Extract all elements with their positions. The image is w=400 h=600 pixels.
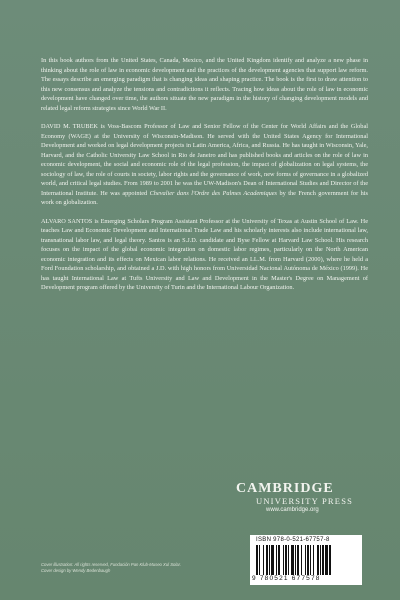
barcode-area	[250, 535, 362, 585]
description-text	[41, 56, 368, 302]
barcode-bar	[271, 545, 274, 575]
trubek-bio-end: by the French government for his work on globalization.	[41, 189, 368, 206]
isbn-label: ISBN 978-0-521-67757-8	[256, 537, 330, 543]
intro-paragraph: In this book authors from the United States, Canada, Mexico, and the United Kingdom identify and analyze a new phase in thinking about the role of law in economic development and the practices of the development agencies that support law reform. The essays describe an emerging paradigm that is changing ideas and shaping practice. The book is the first to draw attention to this new consensus and analyze the tensions and contradictions it reflects. Tracing how ideas about the role of law in economic development have changed over time, the authors situate the new paradigm in the history of changing development models and related legal reform strategies since World War II.	[41, 57, 368, 112]
barcode-bar	[269, 545, 270, 575]
barcode-bar	[259, 545, 260, 575]
barcode-bar	[266, 545, 268, 575]
award-title: Chevalier dans l'Ordre des Palmes Academiques	[149, 189, 278, 197]
barcode-bar	[278, 545, 280, 575]
barcode-bar	[320, 545, 321, 575]
author-bio-santos: ALVARO SANTOS is Emerging Scholars Program Assistant Professor at the University of Texas at Austin School of Law. He teaches Law and Economic Development and International Trade Law and his scholarly interests also include international law, transnational labor law, and legal theory. Santos is an S.J.D. candidate and Byse Fellow at Harvard Law School. His research focuses on the impact of the global economic integration on domestic labor regimes, particularly on the North American economic integration and its effects on Mexican labor relations. He received an LL.M. from Harvard (2000), where he held a Ford Foundation scholarship, and obtained a J.D. with high honors from Universidad Nacional Autónoma de México (1999). He has taught International Law at Tufts University and Law and Development in the Master's Degree on Management of Development program offered by the University of Turin and the International Labour Organization.	[41, 217, 368, 291]
cover-credits	[41, 562, 231, 574]
barcode-bar	[276, 545, 277, 575]
publisher-subtitle: UNIVERSITY PRESS	[256, 496, 354, 506]
barcode-bar	[256, 545, 258, 575]
barcode-bar	[322, 545, 324, 575]
barcode-bar	[285, 545, 287, 575]
barcode-bar	[288, 545, 289, 575]
trubek-bio-text: DAVID M. TRUBEK is Voss-Bascom Professor of Law and Senior Fellow of the Center for World Affairs and the Global Economy (WAGE) at the University of Wisconsin-Madison. He served with the United States Agency for International Development and worked on legal development projects in Latin America, Africa, and Russia. He has taught in Wisconsin, Yale, Harvard, and the Catholic University Law School in Rio de Janeiro and has published books and articles on the role of law in economic development, the social and economic role of the legal profession, the impact of globalization on legal systems, the sociology of law, the role of courts in society, labor rights and the governance of work, new forms of governance in a globalized world, and critical legal studies. From 1989 to 2001 he was the UW-Madison's Dean of International Studies and Director of the International Institute. He was appointed	[41, 123, 368, 197]
barcode-bar	[295, 545, 296, 575]
barcode-bar	[313, 545, 314, 575]
barcode-bar	[329, 545, 331, 575]
barcode-bar	[291, 545, 294, 575]
credit-illustration: Cover illustration: All rights reserved, Fundación Pan Klub-Museo Xul Solar.	[41, 562, 182, 567]
author-bio-trubek	[41, 122, 368, 208]
barcode-bar	[317, 545, 319, 575]
barcode-bar	[301, 545, 302, 575]
barcode-icon	[256, 545, 356, 575]
barcode-bar	[305, 545, 306, 575]
credit-design: Cover design by Wendy Bedenbaugh	[41, 568, 111, 573]
publisher-logo	[236, 482, 396, 514]
publisher-name: CAMBRIDGE	[236, 481, 334, 496]
barcode-bar	[325, 545, 328, 575]
barcode-digits: 9 780521 677578	[252, 575, 321, 582]
barcode-bar	[310, 545, 311, 575]
barcode-bar	[283, 545, 284, 575]
barcode-bar	[297, 545, 299, 575]
barcode-bar	[263, 545, 264, 575]
publisher-url: www.cambridge.org	[266, 507, 319, 513]
barcode-bar	[307, 545, 309, 575]
